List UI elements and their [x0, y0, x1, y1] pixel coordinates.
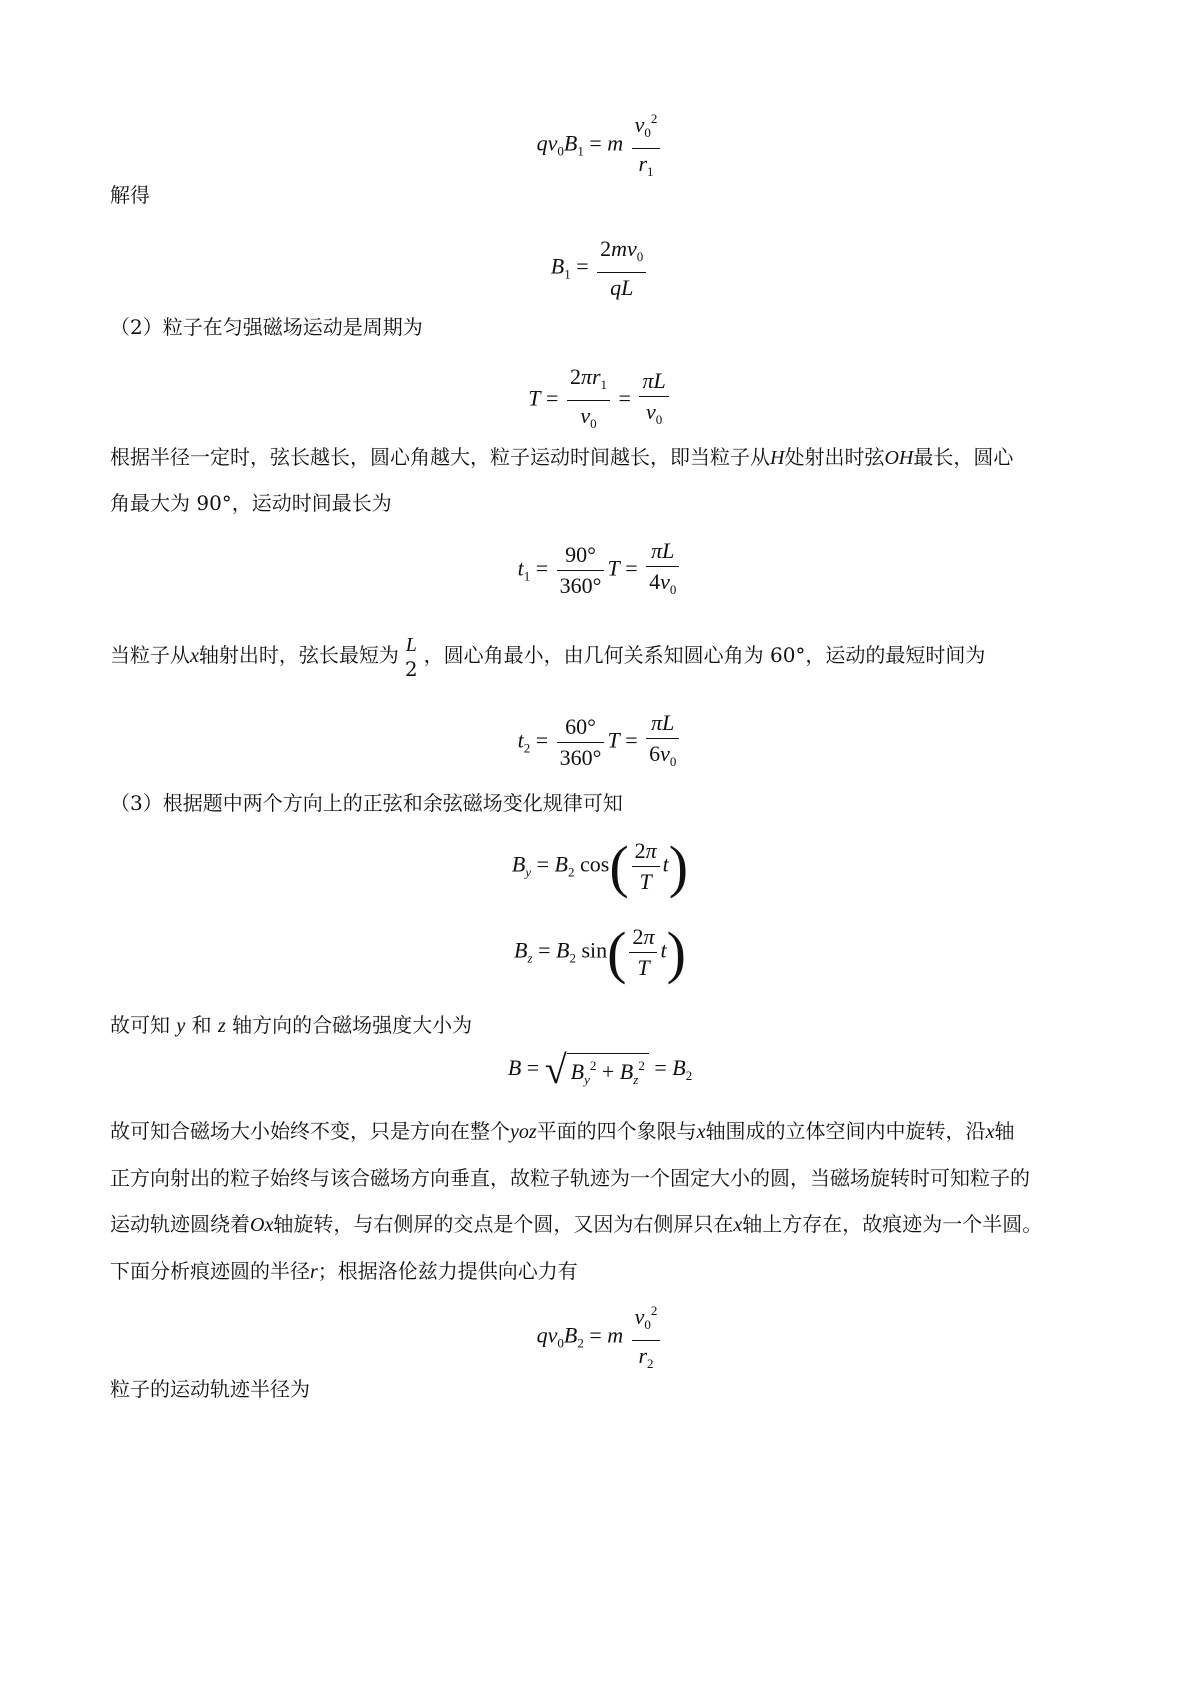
text-run: 平面的四个象限与 [536, 1119, 697, 1143]
sub-2: 2 [567, 864, 575, 880]
var-q: q [536, 1322, 548, 1348]
num-2: 2 [634, 838, 646, 863]
text-paragraph-rotation [110, 1108, 1100, 1295]
var-z: z [217, 1015, 226, 1037]
numerator [632, 836, 660, 867]
numerator [632, 1296, 661, 1341]
var-v: v [660, 741, 670, 766]
var-r: r [638, 151, 648, 176]
fraction [646, 708, 679, 777]
var-v: v [660, 569, 670, 594]
sub-0: 0 [644, 1317, 651, 1332]
text-last [110, 1376, 1100, 1402]
var-H: H [770, 447, 785, 469]
text-run: 正方向射出的粒子始终与该合磁场方向垂直，故粒子轨迹为一个固定大小的圆，当磁场旋转时可知粒子的 [110, 1166, 1030, 1190]
var-L: L [621, 275, 634, 300]
var-r: r [310, 1261, 318, 1283]
numerator [646, 708, 679, 739]
text-run: 运动轨迹圆绕着 [110, 1212, 250, 1236]
equation-bz [0, 919, 1200, 985]
text-jiede [110, 182, 1100, 208]
denominator [597, 273, 646, 303]
var-v: v [547, 1322, 558, 1348]
equals-sign: = [536, 851, 550, 877]
equals-sign: = [535, 727, 549, 753]
denominator [639, 397, 668, 435]
equals-sign: = [546, 385, 559, 411]
fraction [632, 836, 660, 897]
var-L: L [662, 710, 675, 735]
radicand [567, 1053, 649, 1088]
numerator [597, 234, 646, 273]
var-B: B [554, 851, 568, 877]
var-y: y [176, 1015, 186, 1037]
num-2: 2 [632, 924, 644, 949]
var-L: L [405, 634, 417, 656]
sub-0: 0 [669, 754, 677, 769]
equals-sign: = [535, 555, 549, 581]
var-x: x [696, 1121, 706, 1143]
right-paren: ) [668, 833, 689, 899]
text-run: 下面分析痕迹圆的半径 [110, 1259, 310, 1283]
denominator [632, 1341, 661, 1379]
sup-2: 2 [638, 1057, 645, 1073]
equation-b1 [0, 234, 1200, 303]
sub-2: 2 [577, 1335, 584, 1351]
sub-1: 1 [600, 377, 608, 392]
var-v: v [627, 236, 637, 261]
var-m: m [607, 1322, 624, 1348]
equals-sign: = [589, 1322, 602, 1348]
sub-1: 1 [523, 568, 531, 584]
denominator [646, 567, 679, 605]
denominator [629, 953, 657, 983]
part3-intro: （3）根据题中两个方向上的正弦和余弦磁场变化规律可知 [110, 791, 623, 815]
sup-2: 2 [589, 1057, 597, 1073]
sub-2: 2 [523, 740, 531, 756]
equation-period [0, 362, 1200, 439]
radical-sign: √ [544, 1047, 567, 1092]
equals-sign: = [576, 253, 589, 279]
denominator [567, 401, 610, 439]
var-B: B [619, 1058, 634, 1084]
equals-sign: = [625, 727, 638, 753]
func-cos: cos [579, 851, 610, 877]
numerator: 60° [557, 712, 605, 743]
equals-sign: = [589, 130, 602, 156]
line [110, 1248, 1100, 1295]
var-r: r [591, 364, 601, 389]
text-run: 处射出时弦 [784, 445, 885, 469]
sub-0: 0 [557, 1335, 564, 1351]
text-part3-intro [110, 790, 1100, 816]
sub-0: 0 [655, 412, 663, 427]
text-combine [110, 1012, 1100, 1039]
numerator [639, 366, 668, 397]
var-B: B [672, 1055, 686, 1081]
var-x: x [985, 1121, 995, 1143]
equation-by [0, 833, 1200, 899]
left-paren: ( [609, 833, 629, 899]
var-v: v [547, 130, 558, 156]
var-m: m [611, 236, 627, 261]
var-v: v [645, 399, 656, 424]
text-run: 轴 [994, 1119, 1015, 1143]
sub-0: 0 [636, 249, 644, 264]
sub-2: 2 [685, 1068, 693, 1084]
sub-y: y [584, 1071, 590, 1087]
text-part2-intro [110, 314, 1100, 340]
last-line: 粒子的运动轨迹半径为 [110, 1377, 310, 1401]
num-6: 6 [649, 741, 661, 766]
var-q: q [610, 275, 622, 300]
denominator: 360° [559, 573, 602, 598]
denominator [632, 867, 660, 897]
line [110, 1201, 1100, 1248]
sub-0: 0 [644, 125, 651, 140]
text-run: ；根据洛伦兹力提供向心力有 [317, 1259, 578, 1283]
denominator [646, 739, 679, 777]
jiede-label: 解得 [110, 183, 150, 207]
text-run: 和 [191, 1013, 212, 1037]
var-B: B [555, 937, 570, 963]
text-run: 轴围成的立体空间内中旋转，沿 [705, 1119, 986, 1143]
var-q: q [536, 130, 548, 156]
text-run: 根据半径一定时，弦长越长，圆心角越大，粒子运动时间越长，即当粒子从 [110, 445, 770, 469]
num-2: 2 [600, 236, 612, 261]
var-B: B [550, 253, 565, 279]
var-pi: π [643, 924, 655, 949]
func-sin: sin [581, 937, 608, 963]
text-run: 故可知 [110, 1013, 170, 1037]
var-pi: π [580, 364, 592, 389]
square-root [545, 1048, 649, 1092]
equation-t2 [0, 708, 1200, 777]
sub-0: 0 [669, 582, 677, 597]
equals-sign: = [618, 385, 631, 411]
text-run: 当粒子从 [110, 643, 190, 667]
part2-intro: （2）粒子在匀强磁场运动是周期为 [110, 315, 423, 339]
text-paragraph-maxangle [110, 490, 1100, 516]
var-pi: π [651, 538, 663, 563]
equals-sign: = [654, 1055, 667, 1081]
numerator [567, 362, 610, 401]
var-T: T [528, 385, 541, 411]
var-pi: π [651, 710, 663, 735]
numerator [402, 632, 421, 657]
fraction [632, 104, 661, 187]
fraction [597, 234, 646, 303]
var-x: x [733, 1214, 743, 1236]
text-run: 轴射出时，弦长最短为 [198, 643, 399, 667]
equals-sign: = [538, 937, 551, 963]
line [110, 1108, 1100, 1155]
var-OH: OH [884, 447, 914, 469]
var-t: t [662, 851, 669, 877]
num-2: 2 [569, 364, 581, 389]
var-T: T [637, 955, 650, 980]
sub-2: 2 [647, 1356, 654, 1371]
equation-lorentz-2 [0, 1296, 1200, 1379]
sub-1: 1 [577, 143, 584, 159]
numerator [646, 536, 679, 567]
text-run: 轴旋转，与右侧屏的交点是个圆，又因为右侧屏只在 [273, 1212, 734, 1236]
sub-2: 2 [569, 950, 576, 966]
text-run: 最长，圆心 [913, 445, 1014, 469]
plus-sign: + [601, 1058, 615, 1084]
equation-b-magnitude [0, 1048, 1200, 1092]
var-pi: π [642, 368, 654, 393]
var-r: r [638, 1343, 648, 1368]
var-T: T [639, 869, 652, 894]
sub-z: z [633, 1071, 639, 1087]
equation-lorentz-1 [0, 104, 1200, 187]
numerator [632, 104, 661, 149]
var-m: m [607, 130, 624, 156]
text-paragraph-shortest [110, 632, 1100, 681]
equation-t1 [0, 536, 1200, 605]
sub-z: z [527, 950, 533, 966]
line [110, 1155, 1100, 1201]
equals-sign: = [625, 555, 638, 581]
left-paren: ( [607, 919, 627, 985]
text-run: 角最大为 90°，运动时间最长为 [110, 491, 392, 515]
sup-2: 2 [650, 111, 658, 126]
numerator [629, 922, 657, 953]
var-Ox: Ox [250, 1214, 274, 1236]
var-t: t [660, 937, 667, 963]
fraction [557, 540, 605, 601]
var-B: B [507, 1055, 522, 1081]
var-L: L [653, 368, 666, 393]
sub-0: 0 [590, 416, 597, 431]
sup-2: 2 [650, 1303, 658, 1318]
fraction [557, 712, 605, 773]
var-t: t [517, 555, 524, 581]
var-pi: π [645, 838, 657, 863]
fraction [567, 362, 610, 439]
var-B: B [563, 130, 578, 156]
var-B: B [570, 1058, 585, 1084]
fraction [629, 922, 657, 983]
fraction-L-over-2 [402, 632, 421, 681]
fraction [646, 536, 679, 605]
var-v: v [634, 112, 645, 137]
var-v: v [580, 403, 591, 428]
var-B: B [514, 937, 528, 963]
sub-0: 0 [557, 143, 564, 159]
equals-sign: = [526, 1055, 540, 1081]
var-v: v [634, 1304, 645, 1329]
var-t: t [517, 727, 524, 753]
denominator: 360° [559, 745, 602, 770]
numerator: 90° [557, 540, 605, 571]
text-paragraph-radius [110, 444, 1100, 471]
var-B: B [511, 851, 526, 877]
var-x: x [190, 645, 199, 667]
var-L: L [662, 538, 675, 563]
text-run: 故可知合磁场大小始终不变，只是方向在整个 [110, 1119, 510, 1143]
sub-1: 1 [564, 266, 571, 282]
fraction [632, 1296, 661, 1379]
sub-y: y [525, 864, 532, 880]
fraction [639, 366, 668, 435]
num-4: 4 [649, 569, 661, 594]
var-yoz: yoz [510, 1121, 537, 1143]
text-run: ，圆心角最小，由几何关系知圆心角为 60°，运动的最短时间为 [423, 643, 986, 667]
right-paren: ) [666, 919, 686, 985]
var-T: T [607, 555, 620, 581]
var-B: B [563, 1322, 578, 1348]
text-run: 轴上方存在，故痕迹为一个半圆。 [742, 1212, 1043, 1236]
denominator: 2 [404, 657, 418, 681]
var-T: T [607, 727, 620, 753]
sub-1: 1 [647, 164, 654, 179]
text-run: 轴方向的合磁场强度大小为 [232, 1013, 473, 1037]
